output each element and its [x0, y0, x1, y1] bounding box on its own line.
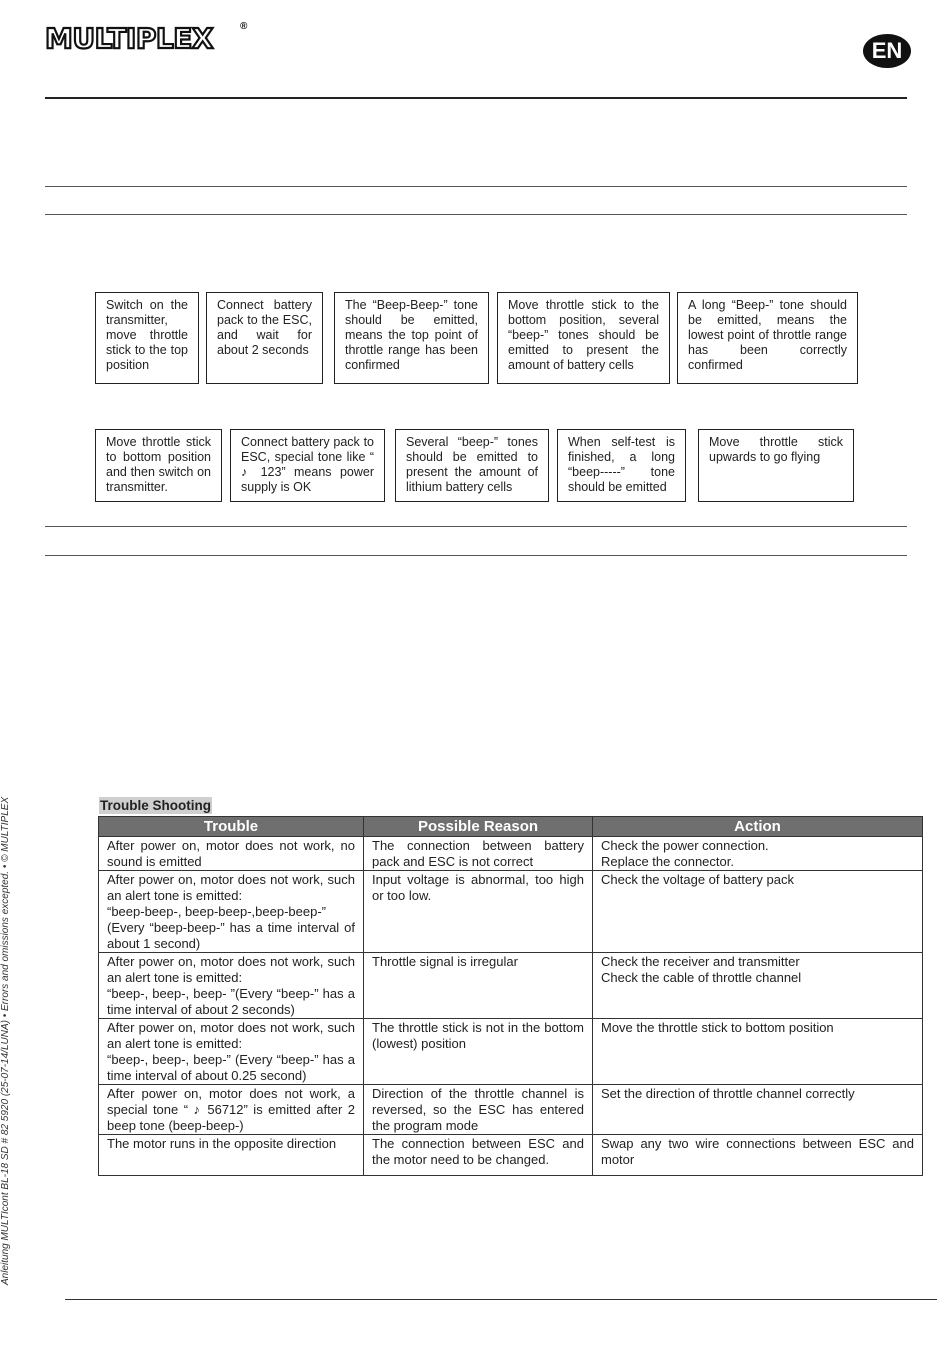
- cell-text: Check the power connection.: [601, 838, 769, 853]
- table-cell-reason: [364, 1019, 593, 1085]
- section-divider: [45, 214, 907, 215]
- cell-text: The connection between battery pack and ESC is not correct: [372, 838, 584, 869]
- brand-name: MULTIPLEX: [45, 22, 213, 55]
- cell-text: Replace the connector.: [601, 854, 734, 869]
- table-cell-action: [593, 1135, 923, 1176]
- flow-step-box: Move throttle stick to the bottom position, several “beep-” tones should be emitted to present the amount of battery cells: [497, 292, 670, 384]
- column-header-action: Action: [593, 817, 923, 837]
- column-header-trouble: Trouble: [99, 817, 364, 837]
- table-cell-trouble: [99, 1135, 364, 1176]
- table-cell-action: [593, 953, 923, 1019]
- troubleshooting-table: [98, 816, 923, 1176]
- cell-text: After power on, motor does not work, such an alert tone is emitted:: [107, 954, 355, 985]
- cell-text: Throttle signal is irregular: [372, 954, 518, 969]
- cell-text: Set the direction of throttle channel correctly: [601, 1086, 855, 1101]
- registered-mark: ®: [240, 21, 248, 32]
- footer-divider: [65, 1299, 937, 1300]
- table-row: [99, 1019, 923, 1085]
- table-row: [99, 837, 923, 871]
- flow-step-box: The “Beep-Beep-” tone should be emitted, means the top point of throttle range has been confirmed: [334, 292, 489, 384]
- cell-text: After power on, motor does not work, such an alert tone is emitted:: [107, 1020, 355, 1051]
- table-cell-trouble: [99, 1085, 364, 1135]
- flow-step-box: Move throttle stick upwards to go flying: [698, 429, 854, 502]
- section-divider: [45, 526, 907, 527]
- table-cell-trouble: [99, 1019, 364, 1085]
- language-badge: EN: [863, 34, 911, 68]
- table-cell-action: [593, 837, 923, 871]
- section-divider: [45, 186, 907, 187]
- table-cell-reason: [364, 871, 593, 953]
- table-cell-reason: [364, 837, 593, 871]
- flow-step-box: Several “beep-” tones should be emitted to present the amount of lithium battery cells: [395, 429, 549, 502]
- cell-text: “beep-beep-, beep-beep-,beep-beep-”: [107, 904, 326, 919]
- table-cell-reason: [364, 1135, 593, 1176]
- cell-text: Move the throttle stick to bottom position: [601, 1020, 834, 1035]
- flow-step-box: A long “Beep-” tone should be emitted, means the lowest point of throttle range has been correctly confirmed: [677, 292, 858, 384]
- table-cell-action: [593, 1019, 923, 1085]
- troubleshooting-title: Trouble Shooting: [100, 798, 211, 813]
- header-divider: [45, 97, 907, 99]
- cell-text: Check the voltage of battery pack: [601, 872, 794, 887]
- table-row: [99, 953, 923, 1019]
- section-divider: [45, 555, 907, 556]
- cell-text: Direction of the throttle channel is reversed, so the ESC has entered the program mode: [372, 1086, 584, 1133]
- cell-text: “beep-, beep-, beep-” (Every “beep-” has a time interval of about 0.25 second): [107, 1052, 355, 1083]
- cell-text: After power on, motor does not work, a special tone “ ♪ 56712” is emitted after 2 beep tone (beep-beep-): [107, 1086, 355, 1133]
- cell-text: Check the cable of throttle channel: [601, 970, 802, 985]
- table-row: [99, 1085, 923, 1135]
- cell-text: Swap any two wire connections between ESC and motor: [601, 1136, 914, 1167]
- cell-text: The throttle stick is not in the bottom (lowest) position: [372, 1020, 584, 1051]
- table-cell-reason: [364, 1085, 593, 1135]
- flow-step-box: Move throttle stick to bottom position and then switch on transmitter.: [95, 429, 222, 502]
- flow-step-box: Switch on the transmitter, move throttle stick to the top position: [95, 292, 199, 384]
- cell-text: Input voltage is abnormal, too high or too low.: [372, 872, 584, 903]
- document-side-note: Anleitung MULTIcont BL-18 SD # 82 5920 (25-07-14/LUNA) • Errors and omissions excepted. • © MULTIPLEX: [0, 796, 11, 1285]
- cell-text: (Every “beep-beep-” has a time interval of about 1 second): [107, 920, 355, 951]
- cell-text: Check the receiver and transmitter: [601, 954, 800, 969]
- flow-step-box: Connect battery pack to the ESC, and wait for about 2 seconds: [206, 292, 323, 384]
- cell-text: After power on, motor does not work, such an alert tone is emitted:: [107, 872, 355, 903]
- table-header-row: [99, 817, 923, 837]
- cell-text: “beep-, beep-, beep- ”(Every “beep-” has a time interval of about 2 seconds): [107, 986, 355, 1017]
- table-cell-trouble: [99, 871, 364, 953]
- table-cell-trouble: [99, 837, 364, 871]
- table-cell-reason: [364, 953, 593, 1019]
- table-cell-action: [593, 1085, 923, 1135]
- cell-text: After power on, motor does not work, no sound is emitted: [107, 838, 355, 869]
- table-row: [99, 1135, 923, 1176]
- cell-text: The motor runs in the opposite direction: [107, 1136, 337, 1151]
- table-row: [99, 871, 923, 953]
- cell-text: The connection between ESC and the motor need to be changed.: [372, 1136, 584, 1167]
- flow-step-box: When self-test is finished, a long “beep-----” tone should be emitted: [557, 429, 686, 502]
- column-header-reason: Possible Reason: [364, 817, 593, 837]
- table-cell-trouble: [99, 953, 364, 1019]
- flow-step-box: Connect battery pack to ESC, special tone like “ ♪ 123” means power supply is OK: [230, 429, 385, 502]
- multiplex-logo: [45, 21, 248, 55]
- table-cell-action: [593, 871, 923, 953]
